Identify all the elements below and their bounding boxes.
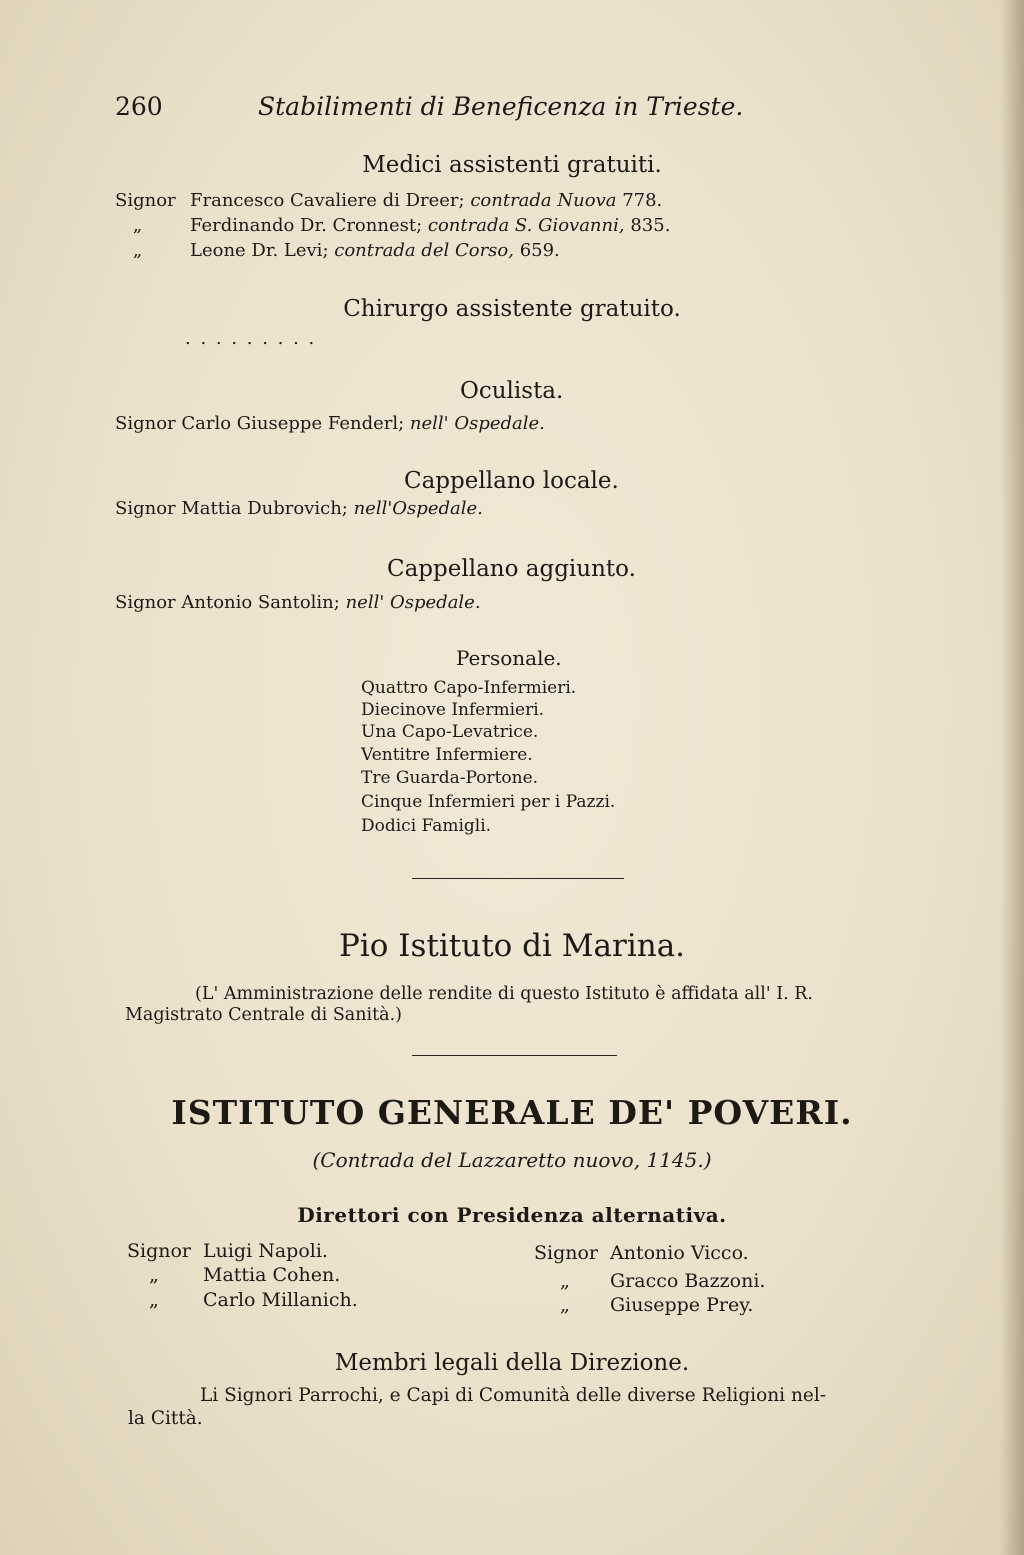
- page-number: 260: [115, 92, 163, 121]
- section-title-personale: Personale.: [456, 646, 562, 670]
- list-item: [115, 240, 560, 261]
- ditto-mark: „: [560, 1294, 570, 1316]
- list-item: [115, 190, 662, 211]
- ditto-mark: „: [149, 1289, 159, 1311]
- address: contrada Nuova: [470, 190, 617, 211]
- person-name: Signor Carlo Giuseppe Fenderl;: [115, 413, 405, 434]
- person-name: Ferdinando Dr. Cronnest;: [190, 215, 423, 236]
- body-line: la Città.: [128, 1408, 203, 1429]
- person-name: Antonio Vicco.: [610, 1242, 749, 1264]
- list-item: [115, 592, 481, 613]
- section-title-oculista: Oculista.: [460, 378, 564, 404]
- note-line: Magistrato Centrale di Sanità.): [125, 1005, 402, 1025]
- section-title-cappellano-aggiunto: Cappellano aggiunto.: [387, 556, 636, 582]
- person-name: Mattia Cohen.: [203, 1264, 341, 1286]
- section-title-membri: Membri legali della Direzione.: [334, 1350, 690, 1376]
- list-item: Quattro Capo-Infermieri.: [361, 678, 577, 698]
- ditto-mark: „: [560, 1270, 570, 1292]
- list-item: [127, 1240, 328, 1262]
- section-title-pio-istituto: Pio Istituto di Marina.: [338, 928, 686, 964]
- person-name: Signor Antonio Santolin;: [115, 592, 340, 613]
- person-name: Luigi Napoli.: [203, 1240, 328, 1262]
- list-item: [115, 215, 670, 236]
- list-item: Dodici Famigli.: [361, 816, 492, 836]
- place: nell' Ospedale.: [409, 413, 545, 434]
- list-item: [127, 1289, 358, 1311]
- list-item: Ventitre Infermiere.: [361, 745, 533, 765]
- ditto-mark: „: [132, 215, 143, 236]
- section-title-medici: Medici assistenti gratuiti.: [362, 152, 662, 178]
- page-edge-shadow: [1000, 0, 1024, 1555]
- place: nell'Ospedale.: [353, 498, 483, 519]
- house-number: 659.: [519, 240, 560, 261]
- place: nell' Ospedale.: [345, 592, 481, 613]
- list-item: Cinque Infermieri per i Pazzi.: [361, 792, 616, 812]
- person-name: Francesco Cavaliere di Dreer;: [190, 190, 465, 211]
- name-prefix: Signor: [127, 1240, 192, 1262]
- list-item: Diecinove Infermieri.: [361, 700, 545, 720]
- list-item: [534, 1242, 749, 1264]
- section-title-cappellano-locale: Cappellano locale.: [404, 468, 619, 494]
- person-name: Leone Dr. Levi;: [190, 240, 329, 261]
- list-item: [115, 498, 483, 519]
- address: contrada del Corso,: [334, 240, 514, 261]
- address: contrada S. Giovanni,: [427, 215, 625, 236]
- ditto-mark: „: [132, 240, 143, 261]
- house-number: 778.: [622, 190, 663, 211]
- list-item: [534, 1270, 765, 1292]
- directors-heading: Direttori con Presidenza alternativa.: [297, 1203, 727, 1227]
- section-divider: [412, 878, 624, 879]
- list-item: [534, 1294, 753, 1316]
- body-line: Li Signori Parrochi, e Capi di Comunità delle diverse Religioni nel-: [200, 1385, 826, 1406]
- list-item: [115, 413, 545, 434]
- leader-dots: . . . . . . . . .: [185, 328, 317, 349]
- list-item: Tre Guarda-Portone.: [361, 768, 539, 788]
- section-title-istituto-generale: ISTITUTO GENERALE DE' POVERI.: [171, 1093, 853, 1132]
- name-prefix: Signor: [534, 1242, 599, 1264]
- section-divider: [412, 1055, 617, 1056]
- name-prefix: Signor: [115, 190, 176, 211]
- list-item: Una Capo-Levatrice.: [361, 722, 539, 742]
- section-title-chirurgo: Chirurgo assistente gratuito.: [343, 296, 681, 322]
- ditto-mark: „: [149, 1264, 159, 1286]
- address-line: (Contrada del Lazzaretto nuovo, 1145.): [312, 1148, 712, 1172]
- house-number: 835.: [630, 215, 671, 236]
- person-name: Signor Mattia Dubrovich;: [115, 498, 348, 519]
- person-name: Gracco Bazzoni.: [610, 1270, 766, 1292]
- note-line: (L' Amministrazione delle rendite di questo Istituto è affidata all' I. R.: [195, 984, 813, 1004]
- person-name: Giuseppe Prey.: [610, 1294, 754, 1316]
- list-item: [127, 1264, 340, 1286]
- running-title: Stabilimenti di Beneficenza in Trieste.: [258, 92, 744, 121]
- person-name: Carlo Millanich.: [203, 1289, 358, 1311]
